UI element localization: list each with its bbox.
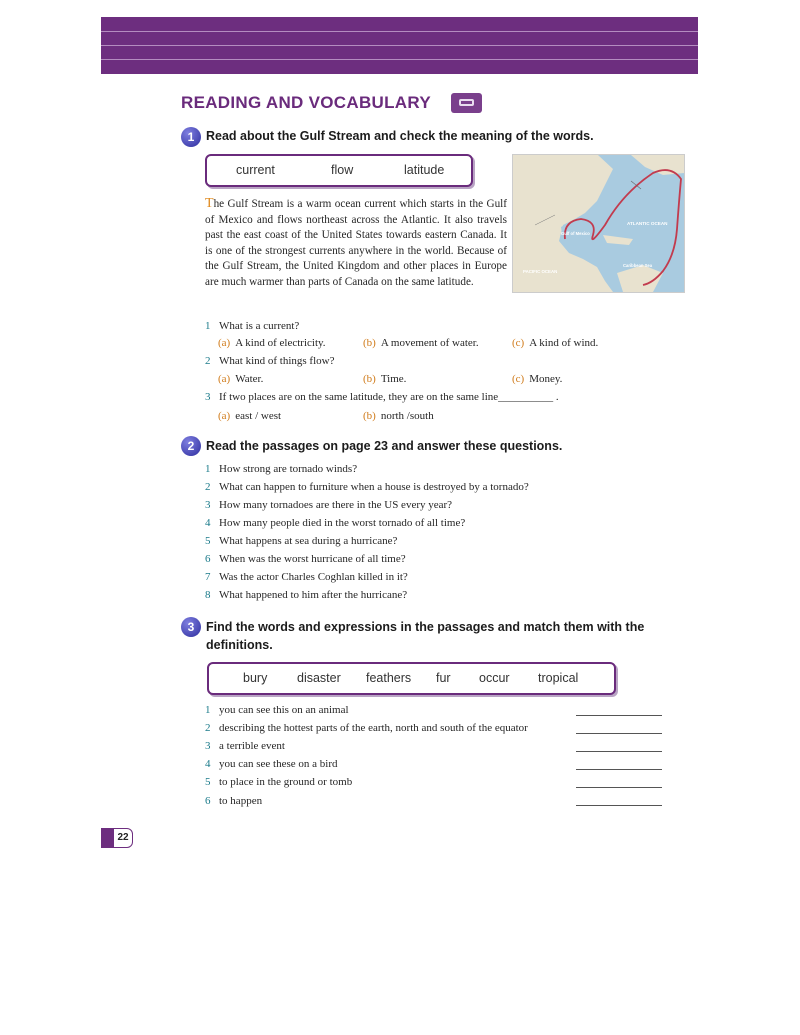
passage-text: he Gulf Stream is a warm ocean current which starts in the Gulf of Mexico and flows northeast across the Atlantic. It also travels past the east coast of the United States towards eastern Canada. It is one of the strongest currents anywhere in the world. Because of the Gulf Stream, the United Kingdom and other places in Europe are much warmer than parts of Canada on the same latitude. [205,198,507,288]
section-title: READING AND VOCABULARY [181,93,431,112]
exercise-1-number: 1 [181,127,201,147]
exercise-1-question: 2 What kind of things flow? [205,355,335,367]
gulf-stream-map [512,154,685,293]
exercise-2-question: 8 What happened to him after the hurricane? [205,589,408,601]
map-label-atlantic: ATLANTIC OCEAN [627,221,668,226]
answer-option[interactable]: (c) Money. [512,373,563,385]
definition-item: 4 you can see these on a bird [205,758,338,770]
page-number: 22 [113,828,133,848]
word-box-item: bury [243,671,268,685]
exercise-1-instruction: Read about the Gulf Stream and check the meaning of the words. [206,129,594,143]
exercise-2-question: 5 What happens at sea during a hurricane? [205,535,398,547]
word-box-item: fur [436,671,451,685]
exercise-2-number: 2 [181,436,201,456]
definition-item: 3 a terrible event [205,740,285,752]
exercise-2-question: 4 How many people died in the worst tornado of all time? [205,517,466,529]
drop-cap: T [205,196,214,211]
header-band [101,17,698,74]
definition-item: 2 describing the hottest parts of the earth, north and south of the equator [205,722,528,734]
definition-item: 5 to place in the ground or tomb [205,776,353,788]
word-box-item: flow [331,163,354,177]
exercise-2-question: 6 When was the worst hurricane of all time? [205,553,406,565]
exercise-3-number: 3 [181,617,201,637]
exercise-3-instruction: Find the words and expressions in the passages and match them with the [206,620,645,634]
map-label-caribbean: Caribbean Sea [623,263,653,268]
word-box-item: disaster [297,671,341,685]
word-box-item: tropical [538,671,579,685]
map-illustration [513,155,684,292]
answer-blank[interactable] [576,751,662,752]
word-box-item: current [236,163,275,177]
answer-blank[interactable] [576,733,662,734]
answer-option[interactable]: (a) east / west [218,410,282,422]
exercise-2-question: 2 What can happen to furniture when a house is destroyed by a tornado? [205,481,529,493]
book-icon [451,93,482,113]
exercise-2-question: 7 Was the actor Charles Coghlan killed in it? [205,571,408,583]
definition-item: 6 to happen [205,795,263,807]
exercise-1-question: 1 What is a current? [205,320,300,332]
answer-option[interactable]: (c) A kind of wind. [512,337,599,349]
exercise-2-question: 3 How many tornadoes are there in the US every year? [205,499,453,511]
map-label-gulf: Gulf of Mexico [561,231,590,236]
word-box-item: feathers [366,671,412,685]
exercise-2-instruction: Read the passages on page 23 and answer these questions. [206,439,563,453]
exercise-1-question: 3 If two places are on the same latitude, they are on the same line__________ . [205,391,559,403]
word-box-item: occur [479,671,510,685]
answer-blank[interactable] [576,805,662,806]
exercise-1-word-box [205,154,473,187]
page-number-tab [101,828,131,848]
answer-option[interactable]: (b) A movement of water. [363,337,479,349]
answer-option[interactable]: (a) Water. [218,373,264,385]
answer-option[interactable]: (a) A kind of electricity. [218,337,326,349]
answer-blank[interactable] [576,787,662,788]
exercise-3-instruction-continued: definitions. [206,638,273,652]
answer-option[interactable]: (b) north /south [363,410,434,422]
gulf-stream-passage [205,196,507,291]
definition-item: 1 you can see this on an animal [205,704,349,716]
answer-option[interactable]: (b) Time. [363,373,407,385]
answer-blank[interactable] [576,769,662,770]
word-box-item: latitude [404,163,445,177]
map-label-pacific: PACIFIC OCEAN [523,269,558,274]
answer-blank[interactable] [576,715,662,716]
exercise-3-word-box [207,662,616,695]
exercise-2-question: 1 How strong are tornado winds? [205,463,358,475]
